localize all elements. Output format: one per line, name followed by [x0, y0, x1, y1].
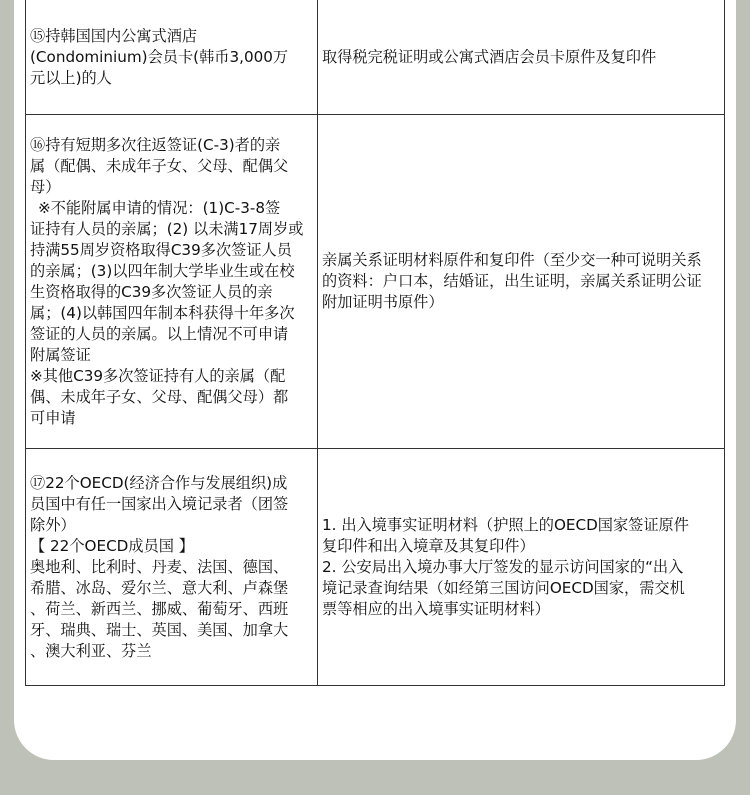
requirement-line: (Condominium)会员卡(韩币3,000万: [30, 47, 289, 66]
requirement-note-line: 偶、未成年子女、父母、配偶父母）都: [30, 387, 289, 406]
requirement-note-line: ※其他C39多次签证持有人的亲属（配: [30, 366, 286, 385]
requirement-line: ⑰22个OECD(经济合作与发展组织)成: [30, 473, 288, 492]
requirement-note-line: 生资格取得的C39多次签证人员的亲: [30, 282, 273, 301]
documents-line: 票等相应的出入境事实证明材料）: [322, 599, 550, 618]
requirement-line: ⑯持有短期多次往返签证(C-3)者的亲: [30, 135, 281, 154]
documents-line: 亲属关系证明材料原件和复印件（至少交一种可说明关系: [322, 251, 702, 269]
requirement-line: 属（配偶、未成年子女、父母、配偶父: [30, 156, 289, 175]
requirement-line: 母）: [30, 177, 61, 196]
table-row: [26, 0, 725, 115]
documents-line: 的资料：户口本，结婚证，出生证明，亲属关系证明公证: [322, 272, 702, 290]
documents-line: 境记录查询结果（如经第三国访问OECD国家，需交机: [322, 578, 685, 597]
requirement-note-line: ※不能附属申请的情况：(1)C-3-8签: [38, 198, 281, 217]
requirement-note-line: 证持有人员的亲属；(2) 以未满17周岁或: [30, 219, 304, 238]
requirement-cell: [26, 115, 318, 449]
requirement-note-line: 可申请: [30, 408, 76, 427]
oecd-country-line: 牙、瑞典、瑞士、英国、美国、加拿大: [30, 620, 289, 639]
requirement-line: 元以上)的人: [30, 68, 112, 87]
oecd-country-line: 奥地利、比利时、丹麦、法国、德国、: [30, 557, 289, 576]
documents-cell: [318, 115, 725, 449]
requirement-note-line: 属；(4)以韩国四年制本科获得十年多次: [30, 303, 295, 322]
oecd-country-line: 、澳大利亚、芬兰: [30, 641, 152, 660]
requirement-cell: [26, 0, 318, 115]
documents-cell: [318, 449, 725, 686]
requirement-note-line: 的亲属；(3)以四年制大学毕业生或在校: [30, 261, 295, 280]
requirement-cell: [26, 449, 318, 686]
requirement-line: 员国中有任一国家出入境记录者（团签: [30, 494, 289, 513]
requirement-line: ⑮持韩国国内公寓式酒店: [30, 26, 198, 45]
documents-line: 附加证明书原件）: [322, 293, 444, 311]
requirement-line: 除外）: [30, 515, 76, 534]
documents-cell: [318, 0, 725, 115]
documents-line: 取得税完税证明或公寓式酒店会员卡原件及复印件: [322, 47, 657, 66]
requirements-table: [25, 0, 725, 686]
content-card: [14, 0, 736, 760]
table-row: [26, 449, 725, 686]
oecd-members-heading: 【 22个OECD成员国 】: [30, 536, 194, 555]
table-row: [26, 115, 725, 449]
documents-line: 复印件和出入境章及其复印件）: [322, 536, 535, 555]
requirement-note-line: 附属签证: [30, 345, 91, 364]
requirement-note-line: 持满55周岁资格取得C39多次签证人员: [30, 240, 292, 259]
oecd-country-line: 希腊、冰岛、爱尔兰、意大利、卢森堡: [30, 578, 289, 597]
documents-line: 1. 出入境事实证明材料（护照上的OECD国家签证原件: [322, 515, 689, 534]
documents-line: 2. 公安局出入境办事大厅签发的显示访问国家的“出入: [322, 557, 684, 576]
oecd-country-line: 、荷兰、新西兰、挪威、葡萄牙、西班: [30, 599, 289, 618]
requirement-note-line: 签证的人员的亲属。以上情况不可申请: [30, 324, 289, 343]
